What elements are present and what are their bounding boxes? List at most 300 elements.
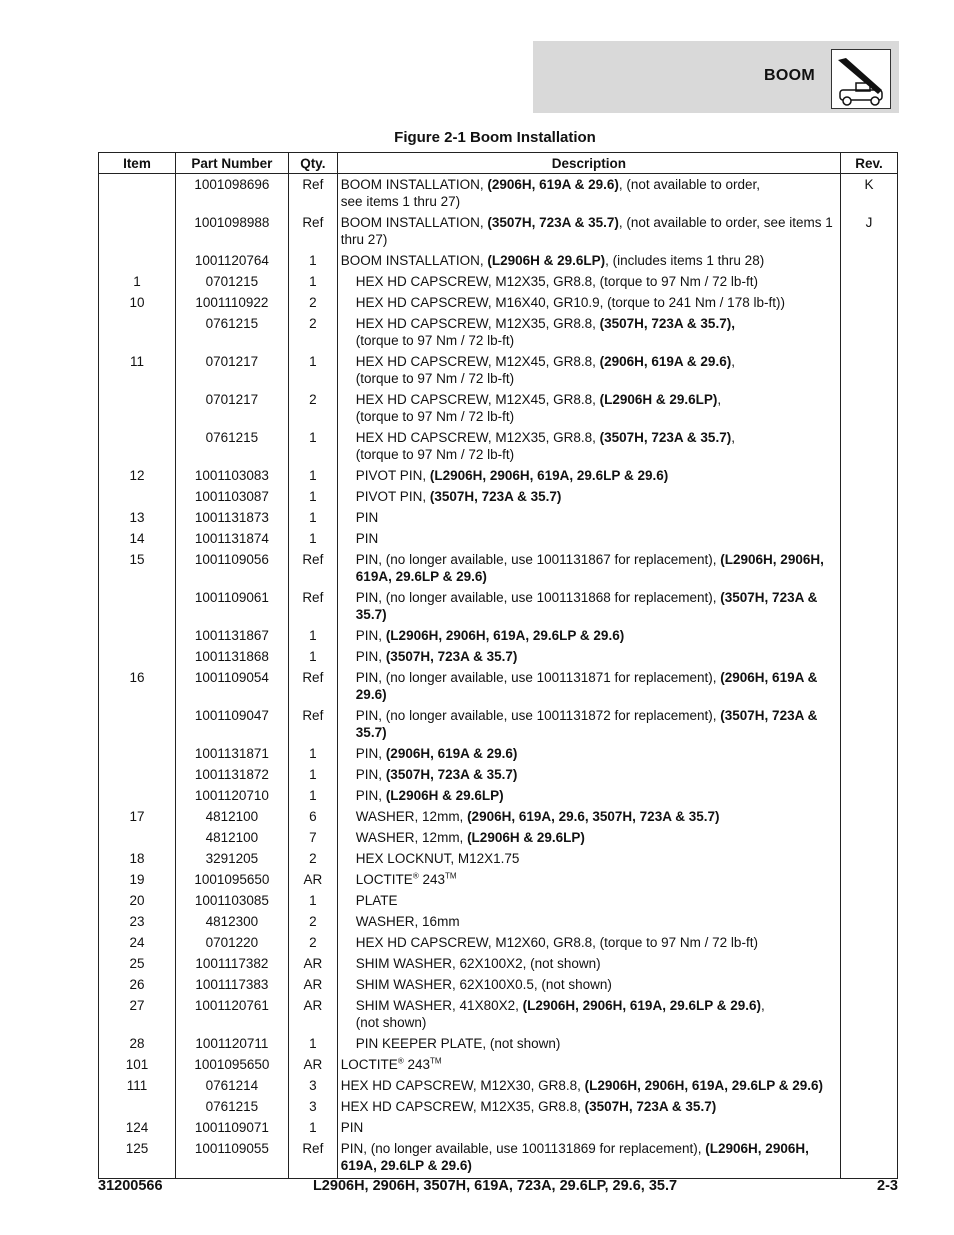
rev-cell xyxy=(841,465,898,486)
description-text: (L2906H & 29.6LP) xyxy=(599,392,718,407)
table-row xyxy=(99,1138,898,1179)
item-cell: 101 xyxy=(99,1054,176,1075)
part-number-cell: 0701215 xyxy=(175,271,288,292)
rev-cell xyxy=(841,486,898,507)
description-text: LOCTITE xyxy=(340,1057,398,1072)
qty-cell: 1 xyxy=(288,785,337,806)
table-row xyxy=(99,911,898,932)
description-text: (3507H, 723A & 35.7) xyxy=(599,430,732,445)
description-text: PIN, (no longer available, use 1001131868 for replacement), xyxy=(355,590,721,605)
table-row xyxy=(99,785,898,806)
description-cell xyxy=(337,389,840,427)
description-text: ® xyxy=(412,871,419,881)
part-number-cell: 1001109061 xyxy=(175,587,288,625)
description-text: HEX HD CAPSCREW, M12X45, GR8.8, xyxy=(355,392,600,407)
item-cell: 20 xyxy=(99,890,176,911)
rev-cell xyxy=(841,785,898,806)
description-cell xyxy=(337,806,840,827)
description-text: PIN, xyxy=(355,746,386,761)
item-cell xyxy=(99,427,176,465)
col-header-rev: Rev. xyxy=(841,153,898,174)
description-text: HEX LOCKNUT, M12X1.75 xyxy=(355,851,520,866)
section-header xyxy=(533,41,899,113)
description-text: PIN xyxy=(355,510,379,525)
table-row xyxy=(99,174,898,213)
qty-cell: 1 xyxy=(288,1117,337,1138)
description-text: HEX HD CAPSCREW, M12X35, GR8.8, xyxy=(355,430,600,445)
item-cell xyxy=(99,389,176,427)
description-text: , xyxy=(731,354,735,369)
description-cell xyxy=(337,1033,840,1054)
qty-cell: 1 xyxy=(288,507,337,528)
table-row xyxy=(99,313,898,351)
description-cell xyxy=(337,667,840,705)
description-cell xyxy=(337,1096,840,1117)
description-cell xyxy=(337,1054,840,1075)
description-text: (L2906H, 2906H, 619A, 29.6LP & 29.6) xyxy=(522,998,761,1013)
table-row xyxy=(99,995,898,1033)
part-number-cell: 0701217 xyxy=(175,351,288,389)
description-text: (3507H, 723A & 35.7) xyxy=(385,767,518,782)
table-row xyxy=(99,1096,898,1117)
description-text: (L2906H & 29.6LP) xyxy=(385,788,504,803)
description-text: PIN, (no longer available, use 1001131872 for replacement), xyxy=(355,708,721,723)
part-number-cell: 1001095650 xyxy=(175,869,288,890)
description-text: HEX HD CAPSCREW, M12X45, GR8.8, xyxy=(355,354,600,369)
description-text: (3507H, 723A & 35.7), xyxy=(599,316,735,331)
item-cell: 27 xyxy=(99,995,176,1033)
description-text: 243 xyxy=(403,1057,430,1072)
table-row xyxy=(99,212,898,250)
description-text: , (includes items 1 thru 28) xyxy=(605,253,765,268)
description-text: , (not available to order, see items 1 thru 27) xyxy=(340,215,833,247)
item-cell: 12 xyxy=(99,465,176,486)
qty-cell: 1 xyxy=(288,465,337,486)
description-text: (3507H, 723A & 35.7) xyxy=(385,649,518,664)
table-row xyxy=(99,625,898,646)
part-number-cell: 1001120710 xyxy=(175,785,288,806)
qty-cell: 1 xyxy=(288,890,337,911)
description-text: (not shown) xyxy=(355,1015,427,1030)
part-number-cell: 1001131868 xyxy=(175,646,288,667)
description-cell xyxy=(337,646,840,667)
qty-cell: 2 xyxy=(288,292,337,313)
qty-cell: Ref xyxy=(288,174,337,213)
rev-cell xyxy=(841,743,898,764)
description-text: PIN, xyxy=(355,767,386,782)
rev-cell xyxy=(841,869,898,890)
description-cell xyxy=(337,174,840,213)
item-cell: 16 xyxy=(99,667,176,705)
item-cell: 111 xyxy=(99,1075,176,1096)
table-row xyxy=(99,667,898,705)
description-text: (2906H, 619A & 29.6) xyxy=(385,746,518,761)
description-cell xyxy=(337,486,840,507)
item-cell: 25 xyxy=(99,953,176,974)
part-number-cell: 1001120711 xyxy=(175,1033,288,1054)
table-row xyxy=(99,932,898,953)
description-cell xyxy=(337,848,840,869)
item-cell xyxy=(99,743,176,764)
description-cell xyxy=(337,549,840,587)
description-text: , (not available to order, xyxy=(618,177,760,192)
description-text: (L2906H & 29.6LP) xyxy=(487,253,606,268)
description-text: PIVOT PIN, xyxy=(355,489,430,504)
rev-cell xyxy=(841,1117,898,1138)
table-row xyxy=(99,427,898,465)
rev-cell xyxy=(841,271,898,292)
description-text: WASHER, 16mm xyxy=(355,914,460,929)
item-cell: 17 xyxy=(99,806,176,827)
table-row xyxy=(99,764,898,785)
item-cell: 23 xyxy=(99,911,176,932)
description-cell xyxy=(337,743,840,764)
page-number: 2-3 xyxy=(877,1178,898,1194)
parts-table-body xyxy=(99,174,898,1179)
description-cell xyxy=(337,427,840,465)
item-cell: 14 xyxy=(99,528,176,549)
part-number-cell: 1001095650 xyxy=(175,1054,288,1075)
part-number-cell: 1001109071 xyxy=(175,1117,288,1138)
qty-cell: AR xyxy=(288,1054,337,1075)
part-number-cell: 0761214 xyxy=(175,1075,288,1096)
description-text: , xyxy=(761,998,765,1013)
part-number-cell: 1001103087 xyxy=(175,486,288,507)
part-number-cell: 1001131867 xyxy=(175,625,288,646)
description-text: WASHER, 12mm, xyxy=(355,830,468,845)
description-cell xyxy=(337,625,840,646)
item-cell: 26 xyxy=(99,974,176,995)
rev-cell xyxy=(841,587,898,625)
col-header-description: Description xyxy=(337,153,840,174)
table-row xyxy=(99,743,898,764)
table-row xyxy=(99,507,898,528)
qty-cell: 1 xyxy=(288,625,337,646)
table-row xyxy=(99,1033,898,1054)
item-cell xyxy=(99,646,176,667)
description-cell xyxy=(337,528,840,549)
item-cell xyxy=(99,625,176,646)
table-row xyxy=(99,486,898,507)
part-number-cell: 4812300 xyxy=(175,911,288,932)
table-row xyxy=(99,587,898,625)
description-cell xyxy=(337,250,840,271)
rev-cell xyxy=(841,528,898,549)
part-number-cell: 1001098988 xyxy=(175,212,288,250)
part-number-cell: 1001131871 xyxy=(175,743,288,764)
description-text: PIN, (no longer available, use 1001131871 for replacement), xyxy=(355,670,721,685)
part-number-cell: 0701220 xyxy=(175,932,288,953)
part-number-cell: 1001110922 xyxy=(175,292,288,313)
rev-cell xyxy=(841,427,898,465)
description-cell xyxy=(337,995,840,1033)
description-text: (L2906H, 2906H, 619A, 29.6LP & 29.6) xyxy=(385,628,625,643)
rev-cell xyxy=(841,1054,898,1075)
qty-cell: 1 xyxy=(288,1033,337,1054)
figure-title: Figure 2-1 Boom Installation xyxy=(394,129,596,146)
item-cell: 28 xyxy=(99,1033,176,1054)
description-text: PLATE xyxy=(355,893,398,908)
description-cell xyxy=(337,465,840,486)
qty-cell: 1 xyxy=(288,427,337,465)
qty-cell: Ref xyxy=(288,705,337,743)
rev-cell xyxy=(841,507,898,528)
item-cell xyxy=(99,486,176,507)
rev-cell xyxy=(841,995,898,1033)
part-number-cell: 1001109056 xyxy=(175,549,288,587)
description-cell xyxy=(337,890,840,911)
part-number-cell: 0761215 xyxy=(175,427,288,465)
rev-cell xyxy=(841,932,898,953)
description-cell xyxy=(337,351,840,389)
item-cell xyxy=(99,212,176,250)
table-row xyxy=(99,292,898,313)
description-text: HEX HD CAPSCREW, M12X35, GR8.8, xyxy=(355,316,600,331)
qty-cell: 1 xyxy=(288,351,337,389)
item-cell xyxy=(99,174,176,213)
qty-cell: 1 xyxy=(288,486,337,507)
description-cell xyxy=(337,292,840,313)
qty-cell: 2 xyxy=(288,911,337,932)
part-number-cell: 0761215 xyxy=(175,313,288,351)
description-cell xyxy=(337,587,840,625)
description-cell xyxy=(337,932,840,953)
item-cell: 1 xyxy=(99,271,176,292)
boom-lift-icon xyxy=(831,49,891,109)
description-text: (L2906H, 2906H, 619A, 29.6LP & 29.6) xyxy=(584,1078,824,1093)
rev-cell xyxy=(841,1075,898,1096)
item-cell: 19 xyxy=(99,869,176,890)
description-text: BOOM INSTALLATION, xyxy=(340,253,488,268)
col-header-qty: Qty. xyxy=(288,153,337,174)
table-row xyxy=(99,465,898,486)
description-text: PIN xyxy=(340,1120,364,1135)
description-text: (torque to 97 Nm / 72 lb-ft) xyxy=(355,333,515,348)
table-row xyxy=(99,705,898,743)
description-text: HEX HD CAPSCREW, M12X35, GR8.8, xyxy=(340,1099,585,1114)
rev-cell xyxy=(841,292,898,313)
description-cell xyxy=(337,911,840,932)
description-text: PIN, xyxy=(355,649,386,664)
item-cell xyxy=(99,827,176,848)
qty-cell: Ref xyxy=(288,587,337,625)
description-cell xyxy=(337,705,840,743)
description-text: PIVOT PIN, xyxy=(355,468,430,483)
rev-cell xyxy=(841,827,898,848)
part-number-cell: 0701217 xyxy=(175,389,288,427)
qty-cell: 2 xyxy=(288,932,337,953)
rev-cell: J xyxy=(841,212,898,250)
description-text: (L2906H & 29.6LP) xyxy=(467,830,585,845)
qty-cell: Ref xyxy=(288,212,337,250)
description-cell xyxy=(337,953,840,974)
rev-cell xyxy=(841,667,898,705)
description-text: (3507H, 723A & 35.7) xyxy=(429,489,562,504)
description-text: WASHER, 12mm, xyxy=(355,809,468,824)
description-text: (torque to 97 Nm / 72 lb-ft) xyxy=(355,371,515,386)
description-text: ® xyxy=(397,1056,404,1066)
rev-cell xyxy=(841,705,898,743)
qty-cell: Ref xyxy=(288,549,337,587)
table-row xyxy=(99,528,898,549)
item-cell: 10 xyxy=(99,292,176,313)
part-number-cell: 1001098696 xyxy=(175,174,288,213)
part-number-cell: 1001103083 xyxy=(175,465,288,486)
qty-cell: 7 xyxy=(288,827,337,848)
table-row xyxy=(99,1117,898,1138)
part-number-cell: 0761215 xyxy=(175,1096,288,1117)
part-number-cell: 1001120764 xyxy=(175,250,288,271)
description-text: HEX HD CAPSCREW, M12X35, GR8.8, (torque to 97 Nm / 72 lb-ft) xyxy=(355,274,758,289)
item-cell: 15 xyxy=(99,549,176,587)
description-text: (L2906H, 2906H, 619A, 29.6LP & 29.6) xyxy=(429,468,669,483)
table-row xyxy=(99,1054,898,1075)
description-text: HEX HD CAPSCREW, M12X30, GR8.8, xyxy=(340,1078,585,1093)
table-row xyxy=(99,271,898,292)
description-text: (3507H, 723A & 35.7) xyxy=(584,1099,717,1114)
rev-cell xyxy=(841,625,898,646)
description-cell xyxy=(337,785,840,806)
item-cell: 18 xyxy=(99,848,176,869)
description-cell xyxy=(337,869,840,890)
qty-cell: AR xyxy=(288,995,337,1033)
description-text: see items 1 thru 27) xyxy=(340,194,461,209)
qty-cell: 1 xyxy=(288,528,337,549)
qty-cell: 1 xyxy=(288,271,337,292)
part-number-cell: 1001103085 xyxy=(175,890,288,911)
parts-table xyxy=(98,152,898,1179)
rev-cell xyxy=(841,549,898,587)
description-text: (torque to 97 Nm / 72 lb-ft) xyxy=(355,447,515,462)
description-text: (2906H, 619A & 29.6) xyxy=(599,354,732,369)
qty-cell: 1 xyxy=(288,250,337,271)
table-row xyxy=(99,1075,898,1096)
part-number-cell: 3291205 xyxy=(175,848,288,869)
rev-cell xyxy=(841,646,898,667)
item-cell xyxy=(99,705,176,743)
table-row xyxy=(99,869,898,890)
part-number-cell: 1001131872 xyxy=(175,764,288,785)
table-row xyxy=(99,827,898,848)
table-row xyxy=(99,646,898,667)
rev-cell xyxy=(841,764,898,785)
rev-cell xyxy=(841,974,898,995)
qty-cell: 1 xyxy=(288,743,337,764)
rev-cell: K xyxy=(841,174,898,213)
description-cell xyxy=(337,507,840,528)
description-text: PIN, (no longer available, use 1001131869 for replacement), xyxy=(340,1141,706,1156)
col-header-part-number: Part Number xyxy=(175,153,288,174)
item-cell: 124 xyxy=(99,1117,176,1138)
rev-cell xyxy=(841,250,898,271)
rev-cell xyxy=(841,1096,898,1117)
description-cell xyxy=(337,271,840,292)
qty-cell: 1 xyxy=(288,646,337,667)
rev-cell xyxy=(841,1138,898,1179)
rev-cell xyxy=(841,351,898,389)
item-cell xyxy=(99,313,176,351)
description-text: LOCTITE xyxy=(355,872,413,887)
description-text: HEX HD CAPSCREW, M12X60, GR8.8, (torque to 97 Nm / 72 lb-ft) xyxy=(355,935,758,950)
description-text: SHIM WASHER, 41X80X2, xyxy=(355,998,523,1013)
table-row xyxy=(99,549,898,587)
part-number-cell: 1001109055 xyxy=(175,1138,288,1179)
part-number-cell: 1001131873 xyxy=(175,507,288,528)
description-text: (2906H, 619A, 29.6, 3507H, 723A & 35.7) xyxy=(467,809,720,824)
description-text: SHIM WASHER, 62X100X0.5, (not shown) xyxy=(355,977,612,992)
description-text: TM xyxy=(445,871,457,881)
description-text: (2906H, 619A & 29.6) xyxy=(355,670,818,702)
qty-cell: 3 xyxy=(288,1075,337,1096)
qty-cell: 3 xyxy=(288,1096,337,1117)
table-row xyxy=(99,974,898,995)
item-cell xyxy=(99,587,176,625)
rev-cell xyxy=(841,313,898,351)
qty-cell: Ref xyxy=(288,1138,337,1179)
description-cell xyxy=(337,974,840,995)
description-text: PIN xyxy=(355,531,379,546)
table-row xyxy=(99,953,898,974)
part-number-cell: 4812100 xyxy=(175,827,288,848)
description-cell xyxy=(337,764,840,785)
description-text: PIN, xyxy=(355,628,386,643)
table-row xyxy=(99,351,898,389)
qty-cell: 2 xyxy=(288,313,337,351)
description-text: PIN, xyxy=(355,788,386,803)
rev-cell xyxy=(841,848,898,869)
description-text: PIN, (no longer available, use 1001131867 for replacement), xyxy=(355,552,721,567)
table-row xyxy=(99,806,898,827)
rev-cell xyxy=(841,806,898,827)
part-number-cell: 1001117382 xyxy=(175,953,288,974)
qty-cell: AR xyxy=(288,869,337,890)
qty-cell: 2 xyxy=(288,389,337,427)
item-cell xyxy=(99,1096,176,1117)
description-text: , xyxy=(717,392,722,407)
description-cell xyxy=(337,1117,840,1138)
description-cell xyxy=(337,1138,840,1179)
item-cell: 13 xyxy=(99,507,176,528)
description-cell xyxy=(337,827,840,848)
description-text: BOOM INSTALLATION, xyxy=(340,215,488,230)
description-text: 243 xyxy=(418,872,445,887)
part-number-cell: 1001131874 xyxy=(175,528,288,549)
item-cell: 11 xyxy=(99,351,176,389)
table-row xyxy=(99,890,898,911)
description-text: BOOM INSTALLATION, xyxy=(340,177,488,192)
table-row xyxy=(99,848,898,869)
description-cell xyxy=(337,1075,840,1096)
description-text: PIN KEEPER PLATE, (not shown) xyxy=(355,1036,561,1051)
item-cell: 24 xyxy=(99,932,176,953)
table-row xyxy=(99,250,898,271)
qty-cell: 2 xyxy=(288,848,337,869)
description-text: (3507H, 723A & 35.7) xyxy=(355,708,818,740)
description-cell xyxy=(337,313,840,351)
section-title: BOOM xyxy=(764,67,815,84)
qty-cell: 6 xyxy=(288,806,337,827)
description-text: (L2906H, 2906H, 619A, 29.6LP & 29.6) xyxy=(340,1141,809,1173)
item-cell xyxy=(99,250,176,271)
description-text: SHIM WASHER, 62X100X2, (not shown) xyxy=(355,956,601,971)
model-list: L2906H, 2906H, 3507H, 619A, 723A, 29.6LP, 29.6, 35.7 xyxy=(312,1178,678,1194)
item-cell xyxy=(99,764,176,785)
part-number-cell: 1001109054 xyxy=(175,667,288,705)
rev-cell xyxy=(841,953,898,974)
part-number-cell: 1001120761 xyxy=(175,995,288,1033)
description-text: , xyxy=(731,430,735,445)
rev-cell xyxy=(841,1033,898,1054)
